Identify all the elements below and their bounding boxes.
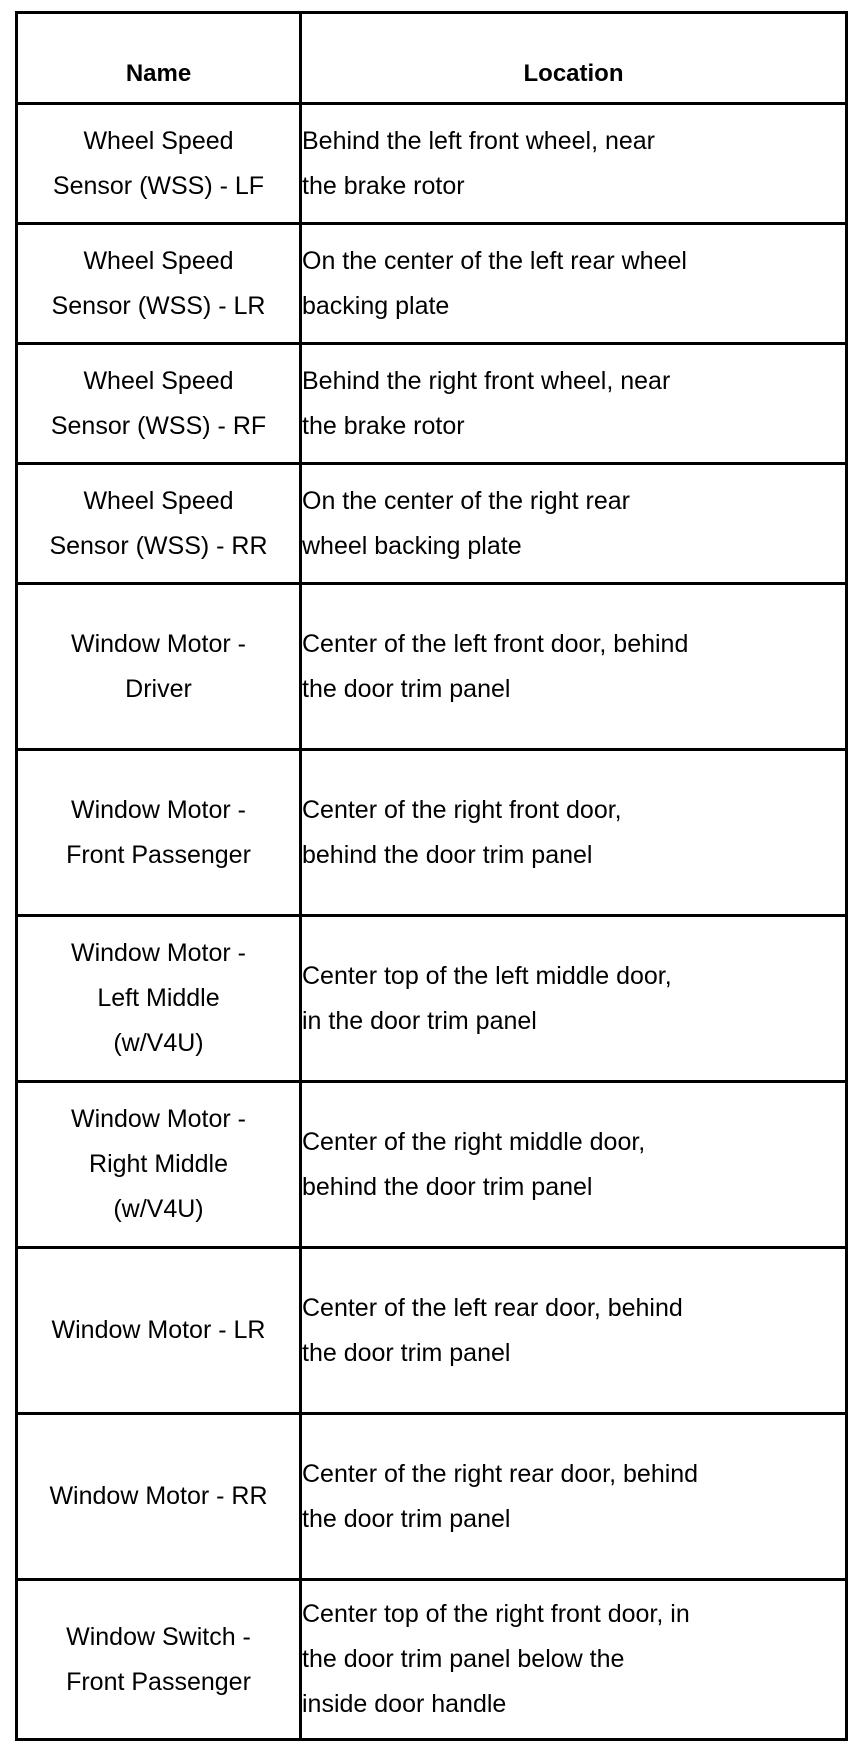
component-location-line: Center of the right middle door, (302, 1127, 646, 1156)
component-name-cell (17, 104, 301, 224)
component-name-line: Wheel Speed (83, 126, 234, 155)
table-row (17, 916, 847, 1082)
component-name-cell (17, 464, 301, 584)
component-name-line: Driver (125, 674, 192, 703)
component-location-line: the door trim panel (302, 1338, 511, 1367)
component-location-line: On the center of the left rear wheel (302, 246, 687, 275)
table-row (17, 224, 847, 344)
component-name-line: Sensor (WSS) - LF (52, 171, 265, 200)
table-row (17, 464, 847, 584)
component-location-cell (301, 1248, 847, 1414)
component-name-line: Window Motor - (70, 795, 247, 824)
component-location-line: backing plate (302, 291, 450, 320)
table-row (17, 1414, 847, 1580)
component-name-cell (17, 344, 301, 464)
table-row (17, 1248, 847, 1414)
component-name-line: (w/V4U) (113, 1195, 204, 1223)
component-location-line: behind the door trim panel (302, 1172, 593, 1201)
component-location-cell (301, 916, 847, 1082)
component-location-line: Center of the left front door, behind (302, 629, 689, 658)
component-location-line: the door trim panel (302, 674, 511, 703)
table-row (17, 104, 847, 224)
component-name-line: Sensor (WSS) - RR (49, 531, 268, 560)
table-body (17, 104, 847, 1740)
component-name-line: Wheel Speed (83, 486, 234, 515)
component-location-cell (301, 224, 847, 344)
component-location-cell (301, 344, 847, 464)
component-name-line: Sensor (WSS) - RF (50, 411, 267, 440)
table-header-row (17, 13, 847, 104)
component-location-line: Behind the left front wheel, near (302, 126, 656, 155)
table-row (17, 750, 847, 916)
component-name-cell (17, 1082, 301, 1248)
component-location-cell (301, 1414, 847, 1580)
table-row (17, 584, 847, 750)
component-name-line: Window Switch - (66, 1622, 251, 1651)
component-location-cell (301, 584, 847, 750)
component-location-line: Center top of the left middle door, (302, 961, 672, 990)
component-location-line: inside door handle (302, 1690, 507, 1718)
component-location-line: Center of the left rear door, behind (302, 1293, 683, 1322)
component-name-cell (17, 1248, 301, 1414)
component-name-line: (w/V4U) (113, 1029, 204, 1057)
component-location-line: the brake rotor (302, 171, 465, 200)
component-location-line: the door trim panel (302, 1504, 511, 1533)
component-location-line: Behind the right front wheel, near (302, 366, 671, 395)
component-location-line: wheel backing plate (302, 531, 522, 560)
component-name-line: Window Motor - RR (49, 1482, 268, 1510)
component-location-line: Center top of the right front door, in (302, 1600, 690, 1628)
component-location-line: On the center of the right rear (302, 486, 630, 515)
component-location-cell (301, 750, 847, 916)
location-column-header: Location (301, 13, 847, 104)
component-name-line: Window Motor - LR (51, 1316, 266, 1344)
component-name-line: Window Motor - (70, 939, 247, 967)
component-name-cell (17, 584, 301, 750)
table-row (17, 344, 847, 464)
component-location-line: Center of the right front door, (302, 795, 622, 824)
component-name-line: Window Motor - (70, 1105, 247, 1133)
component-name-line: Wheel Speed (83, 246, 234, 275)
table-row (17, 1580, 847, 1740)
component-location-cell (301, 104, 847, 224)
component-name-cell (17, 750, 301, 916)
component-name-line: Front Passenger (66, 1667, 251, 1696)
component-name-line: Left Middle (97, 984, 220, 1012)
component-name-cell (17, 1580, 301, 1740)
component-location-line: Center of the right rear door, behind (302, 1459, 699, 1488)
component-name-line: Sensor (WSS) - LR (51, 291, 266, 320)
component-location-line: in the door trim panel (302, 1006, 537, 1035)
component-name-cell (17, 224, 301, 344)
component-location-line: the brake rotor (302, 411, 465, 440)
component-name-line: Front Passenger (66, 840, 251, 869)
component-location-line: behind the door trim panel (302, 840, 593, 869)
component-location-cell (301, 464, 847, 584)
component-name-cell (17, 916, 301, 1082)
table-row (17, 1082, 847, 1248)
component-location-line: the door trim panel below the (302, 1645, 625, 1673)
component-name-line: Wheel Speed (83, 366, 234, 395)
component-name-line: Window Motor - (70, 629, 247, 658)
component-name-cell (17, 1414, 301, 1580)
name-column-header: Name (17, 13, 301, 104)
component-location-cell (301, 1082, 847, 1248)
component-location-cell (301, 1580, 847, 1740)
component-name-line: Right Middle (89, 1150, 228, 1178)
component-location-table (15, 11, 848, 1741)
